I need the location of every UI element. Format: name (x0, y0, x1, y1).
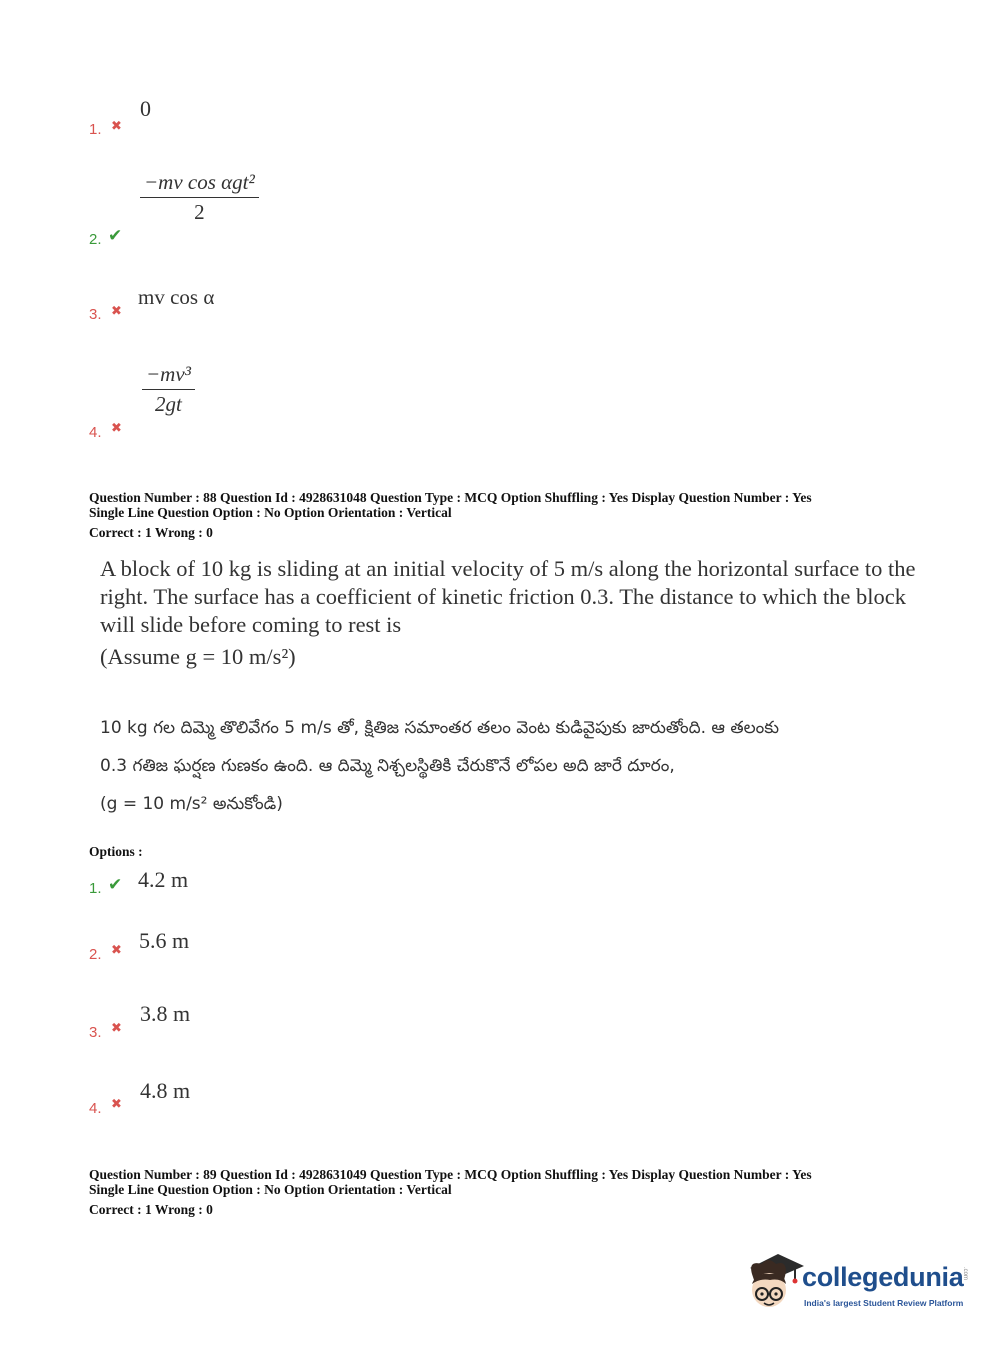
mascot-icon (742, 1250, 804, 1314)
logo-suffix: .com (962, 1267, 968, 1281)
question-line: 0.3 గతిజ ఘర్షణ గుణకం ఉంది. ఆ దిమ్మె నిశ్చలస్థితికి చేరుకొనే లోపల అది జారే దూరం, (100, 756, 675, 776)
wrong-mark-icon: ✖ (111, 421, 122, 436)
numerator: −mv cos αgt² (140, 170, 259, 198)
question-line: 10 kg గల దిమ్మె తొలివేగం 5 m/s తో, క్షితిజ సమాంతర తలం వెంట కుడివైపుకు జారుతోంది. ఆ తలంకు (100, 718, 780, 738)
meta-line: Single Line Question Option : No Option Orientation : Vertical (89, 1182, 452, 1197)
wrong-mark-icon: ✖ (111, 1097, 122, 1112)
correct-mark-icon: ✔ (108, 875, 123, 895)
wrong-mark-icon: ✖ (111, 943, 122, 958)
meta-line: Correct : 1 Wrong : 0 (89, 1202, 213, 1217)
meta-line: Question Number : 88 Question Id : 4928631048 Question Type : MCQ Option Shuffling : Yes Display Question Number : Yes (89, 490, 812, 505)
option-number: 2. (89, 231, 102, 248)
logo-name: collegedunia (802, 1262, 964, 1292)
option-value: 3.8 m (140, 1001, 191, 1026)
option-number: 3. (89, 306, 102, 323)
question-89-meta (89, 1167, 812, 1217)
question-line: (Assume g = 10 m/s²) (100, 644, 296, 669)
option-number: 1. (89, 121, 102, 138)
option-number: 1. (89, 880, 102, 897)
question-88-telugu (100, 709, 940, 823)
option-number: 2. (89, 946, 102, 963)
fraction (140, 170, 259, 225)
option-value: 4.8 m (140, 1078, 191, 1103)
option-number: 4. (89, 424, 102, 441)
numerator: −mv³ (142, 362, 195, 390)
option-math: 0 (140, 96, 151, 121)
question-88-meta (89, 490, 812, 540)
logo-tagline: India's largest Student Review Platform (804, 1298, 964, 1308)
question-88-english (100, 555, 920, 671)
denominator: 2gt (155, 392, 182, 416)
question-line: (g = 10 m/s² అనుకోండి) (100, 794, 283, 814)
option-value: 5.6 m (139, 928, 190, 953)
denominator: 2 (194, 200, 205, 224)
meta-line: Single Line Question Option : No Option Orientation : Vertical (89, 505, 452, 520)
correct-mark-icon: ✔ (108, 226, 123, 246)
meta-line: Question Number : 89 Question Id : 4928631049 Question Type : MCQ Option Shuffling : Yes Display Question Number : Yes (89, 1167, 812, 1182)
question-line: A block of 10 kg is sliding at an initial velocity of 5 m/s along the horizontal surface to the (100, 556, 916, 581)
wrong-mark-icon: ✖ (111, 1021, 122, 1036)
fraction (142, 362, 195, 417)
meta-line: Correct : 1 Wrong : 0 (89, 525, 213, 540)
option-number: 4. (89, 1100, 102, 1117)
question-line: right. The surface has a coefficient of kinetic friction 0.3. The distance to which the block (100, 584, 906, 609)
options-label: Options : (89, 844, 143, 859)
question-line: will slide before coming to rest is (100, 612, 402, 637)
option-number: 3. (89, 1024, 102, 1041)
collegedunia-logo (742, 1250, 972, 1320)
option-math: mv cos α (138, 285, 215, 309)
option-value: 4.2 m (138, 867, 189, 892)
wrong-mark-icon: ✖ (111, 119, 122, 134)
wrong-mark-icon: ✖ (111, 304, 122, 319)
